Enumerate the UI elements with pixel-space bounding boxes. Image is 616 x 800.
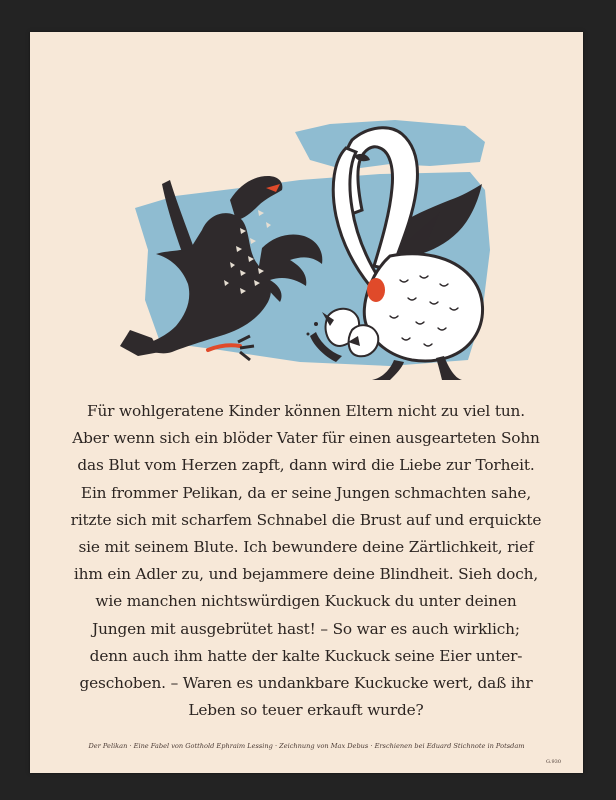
pelican-eagle-illustration — [90, 80, 530, 380]
fable-line: Jungen mit ausgebrütet hast! – So war es auch wirklich; — [92, 619, 520, 638]
fable-line: Aber wenn sich ein blöder Vater für einen ausgearteten Sohn — [72, 429, 540, 448]
fable-line: ihm ein Adler zu, und bejammere deine Blindheit. Sieh doch, — [73, 565, 539, 584]
fable-line: denn auch ihm hatte der kalte Kuckuck seine Eier unter- — [89, 646, 523, 665]
fable-line: das Blut vom Herzen zapft, dann wird die Liebe zur Torheit. — [77, 456, 535, 475]
fable-line: geschoben. – Waren es undankbare Kuckucke wert, daß ihr — [79, 674, 533, 693]
colophon: Der Pelikan · Eine Fabel von Gotthold Ephraim Lessing · Zeichnung von Max Debus · Erschienen bei Eduard Stichnote in Potsdam — [88, 742, 525, 750]
fable-line: Ein frommer Pelikan, da er seine Jungen schmachten sahe, — [80, 483, 532, 502]
fable-text — [70, 398, 542, 724]
fable-line: ritzte sich mit scharfem Schnabel die Brust auf und erquickte — [70, 510, 542, 529]
fable-line: Leben so teuer erkauft wurde? — [188, 701, 424, 720]
blood-drop — [367, 278, 385, 302]
poster-sheet — [30, 32, 583, 773]
fable-line: wie manchen nichtswürdigen Kuckuck du unter deinen — [95, 592, 517, 611]
print-code: G.930 — [546, 759, 561, 765]
fable-line: Für wohlgeratene Kinder können Eltern nicht zu viel tun. — [87, 402, 525, 420]
fable-line: sie mit seinem Blute. Ich bewundere deine Zärtlichkeit, rief — [78, 538, 534, 557]
